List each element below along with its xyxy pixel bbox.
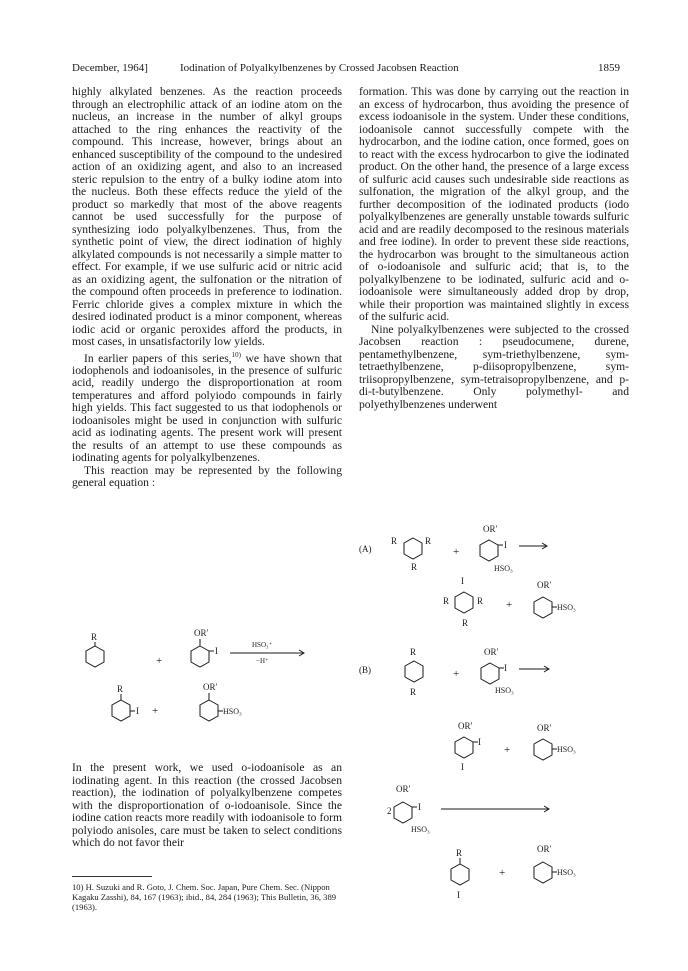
product-I-label: I (136, 706, 139, 716)
benzene-ring-icon (86, 646, 104, 667)
product-OR-label: OR′ (203, 682, 218, 692)
product-plus-sign: + (152, 705, 159, 717)
header-date: December, 1964] (72, 62, 148, 74)
scheme-A-label: (A) (359, 544, 372, 554)
scheme-B-iodoanisole-icon (481, 663, 499, 684)
arrow-reagent-top: HSO₃⁺ (252, 641, 273, 649)
scheme-A-product-plus: + (506, 599, 513, 611)
scheme-R-label: R (91, 632, 98, 642)
scheme-OR-label: OR′ (194, 628, 209, 638)
disp-iodoanisole-icon (394, 802, 412, 823)
left-paragraph-2-rest: we have shown that iodophenols and iodoanisoles, in the presence of sulfuric acid, readily undergo the disproportionation at room temperatures and afford polyiodo compounds in fairly high yields. This fact suggested to us that iodophenols or iodoanisoles might be used in conjunction with sulfuric acid as iodinating agents. The present work will present the results of an attempt to use these compounds as iodinating agents for polyalkylbenzenes. (72, 351, 342, 465)
scheme-B-product-plus: + (504, 744, 511, 756)
scheme-B-OR: OR′ (484, 647, 499, 657)
scheme-A-ring-icon (404, 538, 422, 559)
footnote-rule (72, 876, 152, 877)
scheme-B-R2: R (410, 687, 417, 697)
left-paragraph-1: highly alkylated benzenes. As the reaction proceeds through an electrophilic attack of an iodine atom on the nucleus, an increase in the number of alkyl groups attached to the ring enhances the reactivity of the compound. This increase, however, brings about an enhanced susceptibility of the compound to the undesired action of an oxidizing agent, and also to an increased steric repulsion to the entry of a bulky iodine atom into the nucleus. Both these effects reduce the yield of the product so markedly that most of the above reagents cannot be used successfully for the purpose of synthesizing iodo polyalkylbenzenes. Thus, from the synthetic point of view, the direct iodination of highly alkylated compounds is not necessarily a simple matter to effect. For example, if we use sulfuric acid or nitric acid as an oxidizing agent, the sulfonation or the nitration of the compound often proceeds in preference to iodination. Ferric chloride gives a complex mixture in which the desired iodinated product is a minor component, whereas iodic acid or organic peroxides afford the products, in most cases, in unsatisfactorily low yields. (72, 85, 342, 348)
left-paragraph-2-start: In earlier papers of this series, (84, 351, 232, 365)
disp-product-HSO3: HSO₃ (557, 868, 576, 877)
right-column (359, 86, 629, 411)
general-equation (72, 622, 352, 762)
scheme-A-product-R1: R (443, 596, 450, 606)
disp-sulfonated-ring-icon (534, 862, 552, 883)
scheme-A-OR: OR′ (483, 524, 498, 534)
scheme-A-I: I (504, 540, 507, 550)
scheme-A-iodoanisole-icon (480, 540, 498, 561)
scheme-A (359, 522, 639, 642)
scheme-A-product-I: I (461, 576, 464, 586)
scheme-A-sulfonated-ring-icon (534, 597, 552, 618)
scheme-B-product-I2: I (461, 762, 464, 772)
product-R-label: R (117, 684, 124, 694)
disp-plus: + (499, 867, 506, 879)
disp-product-OR: OR′ (537, 844, 552, 854)
disp-OR: OR′ (396, 784, 411, 794)
plus-sign: + (156, 655, 163, 667)
scheme-A-plus: + (453, 546, 460, 558)
scheme-A-product-HSO3: HSO₃ (557, 603, 576, 612)
product-HSO3-label: HSO₃ (223, 707, 242, 716)
right-paragraph-2: Nine polyalkylbenzenes were subjected to the crossed Jacobsen reaction : pseudocumene, durene, pentamethylbenzene, sym-triethylbenzene, sym-tetraethylbenzene, p-diisopropylbenzene, sym-triisopropylbenzene, sym-tetraisopropylbenzene, and p-di-t-butylbenzene. Only polymethyl- and polyethylbenzenes underwent (359, 322, 629, 411)
scheme-I-label: I (215, 646, 218, 656)
header-page-number: 1859 (598, 62, 620, 74)
disp-product-I: I (457, 890, 460, 900)
disproportionation-scheme (359, 780, 639, 910)
left-column (72, 86, 342, 490)
header-title: Iodination of Polyalkylbenzenes by Crossed Jacobsen Reaction (180, 62, 459, 74)
scheme-B-ring-icon (405, 661, 423, 682)
scheme-B (359, 645, 639, 772)
left-paragraph-4: In the present work, we used o-iodoanisole as an iodinating agent. In this reaction (the crossed Jacobsen reaction), the iodination of polyalkylbenzene competes with the disproportionation of o-iodoanisole. Since the iodine cation reacts more readily with iodoanisole to form polyiodo anisoles, care must be taken to select conditions which do not favor their (72, 761, 342, 849)
coefficient-2: 2 (387, 806, 392, 816)
iodo-product-ring-icon (112, 700, 130, 721)
scheme-A-product-ring-icon (455, 592, 473, 613)
disp-I: I (418, 802, 421, 812)
scheme-B-R1: R (410, 647, 417, 657)
disp-product-ring-icon (451, 864, 469, 885)
iodoanisole-ring-icon (191, 646, 209, 667)
scheme-B-product-OR: OR′ (458, 721, 473, 731)
scheme-A-R3: R (411, 562, 418, 572)
scheme-A-product-R3: R (462, 618, 469, 628)
reference-10: 10) (231, 350, 241, 359)
scheme-B-product-HSO3: HSO₃ (557, 745, 576, 754)
disp-HSO3: HSO₃ (411, 825, 430, 834)
scheme-B-label: (B) (359, 665, 371, 675)
running-header (72, 62, 620, 78)
arrow-reagent-bottom: −H⁺ (256, 657, 269, 665)
scheme-A-R1: R (391, 536, 398, 546)
disp-product-R: R (456, 848, 463, 858)
scheme-A-R2: R (425, 536, 432, 546)
scheme-B-plus: + (453, 668, 460, 680)
scheme-A-product-OR: OR′ (537, 580, 552, 590)
right-paragraph-1: formation. This was done by carrying out the reaction in an excess of hydrocarbon, thus avoiding the presence of excess iodoanisole in the system. Under these conditions, iodoanisole cannot successfully compete with the hydrocarbon, and the iodine cation, once formed, goes on to react with the excess hydrocarbon to give the iodinated product. On the other hand, the presence of a large excess of sulfuric acid causes such undesirable side reactions as sulfonation, the migration of the alkyl group, and the further decomposition of the iodinated products (iodo polyalkylbenzenes are generally unstable towards sulfuric acid and are readily decomposed to the resinous materials and free iodine). In order to prevent these side reactions, the hydrocarbon was brought to the simultaneous action of o-iodoanisole and sulfuric acid; that is, to the polyalkylbenzene to be iodinated, sulfuric acid and o-iodoanisole were simultaneously added drop by drop, while their proportion was maintained slightly in excess of the sulfuric acid. (359, 85, 629, 323)
footnote: 10) H. Suzuki and R. Goto, J. Chem. Soc. Japan, Pure Chem. Sec. (Nippon Kagaku Zasshi), 84, 167 (1963); ibid., 84, 284 (1963); This Bulletin, 36, 389 (1963). (72, 882, 337, 913)
scheme-B-HSO3: HSO₃ (495, 686, 514, 695)
left-paragraph-2 (72, 349, 342, 465)
scheme-B-diiodo-ring-icon (455, 737, 473, 758)
scheme-B-I: I (504, 663, 507, 673)
scheme-B-product-I1: I (478, 737, 481, 747)
left-column-lower (72, 762, 342, 850)
scheme-A-HSO3: HSO₃ (494, 564, 513, 573)
left-paragraph-3: This reaction may be represented by the following general equation : (72, 463, 342, 490)
scheme-A-product-R2: R (477, 596, 484, 606)
scheme-B-product-OR2: OR′ (537, 723, 552, 733)
sulfonated-product-ring-icon (200, 700, 218, 721)
scheme-B-sulfonated-ring-icon (534, 739, 552, 760)
